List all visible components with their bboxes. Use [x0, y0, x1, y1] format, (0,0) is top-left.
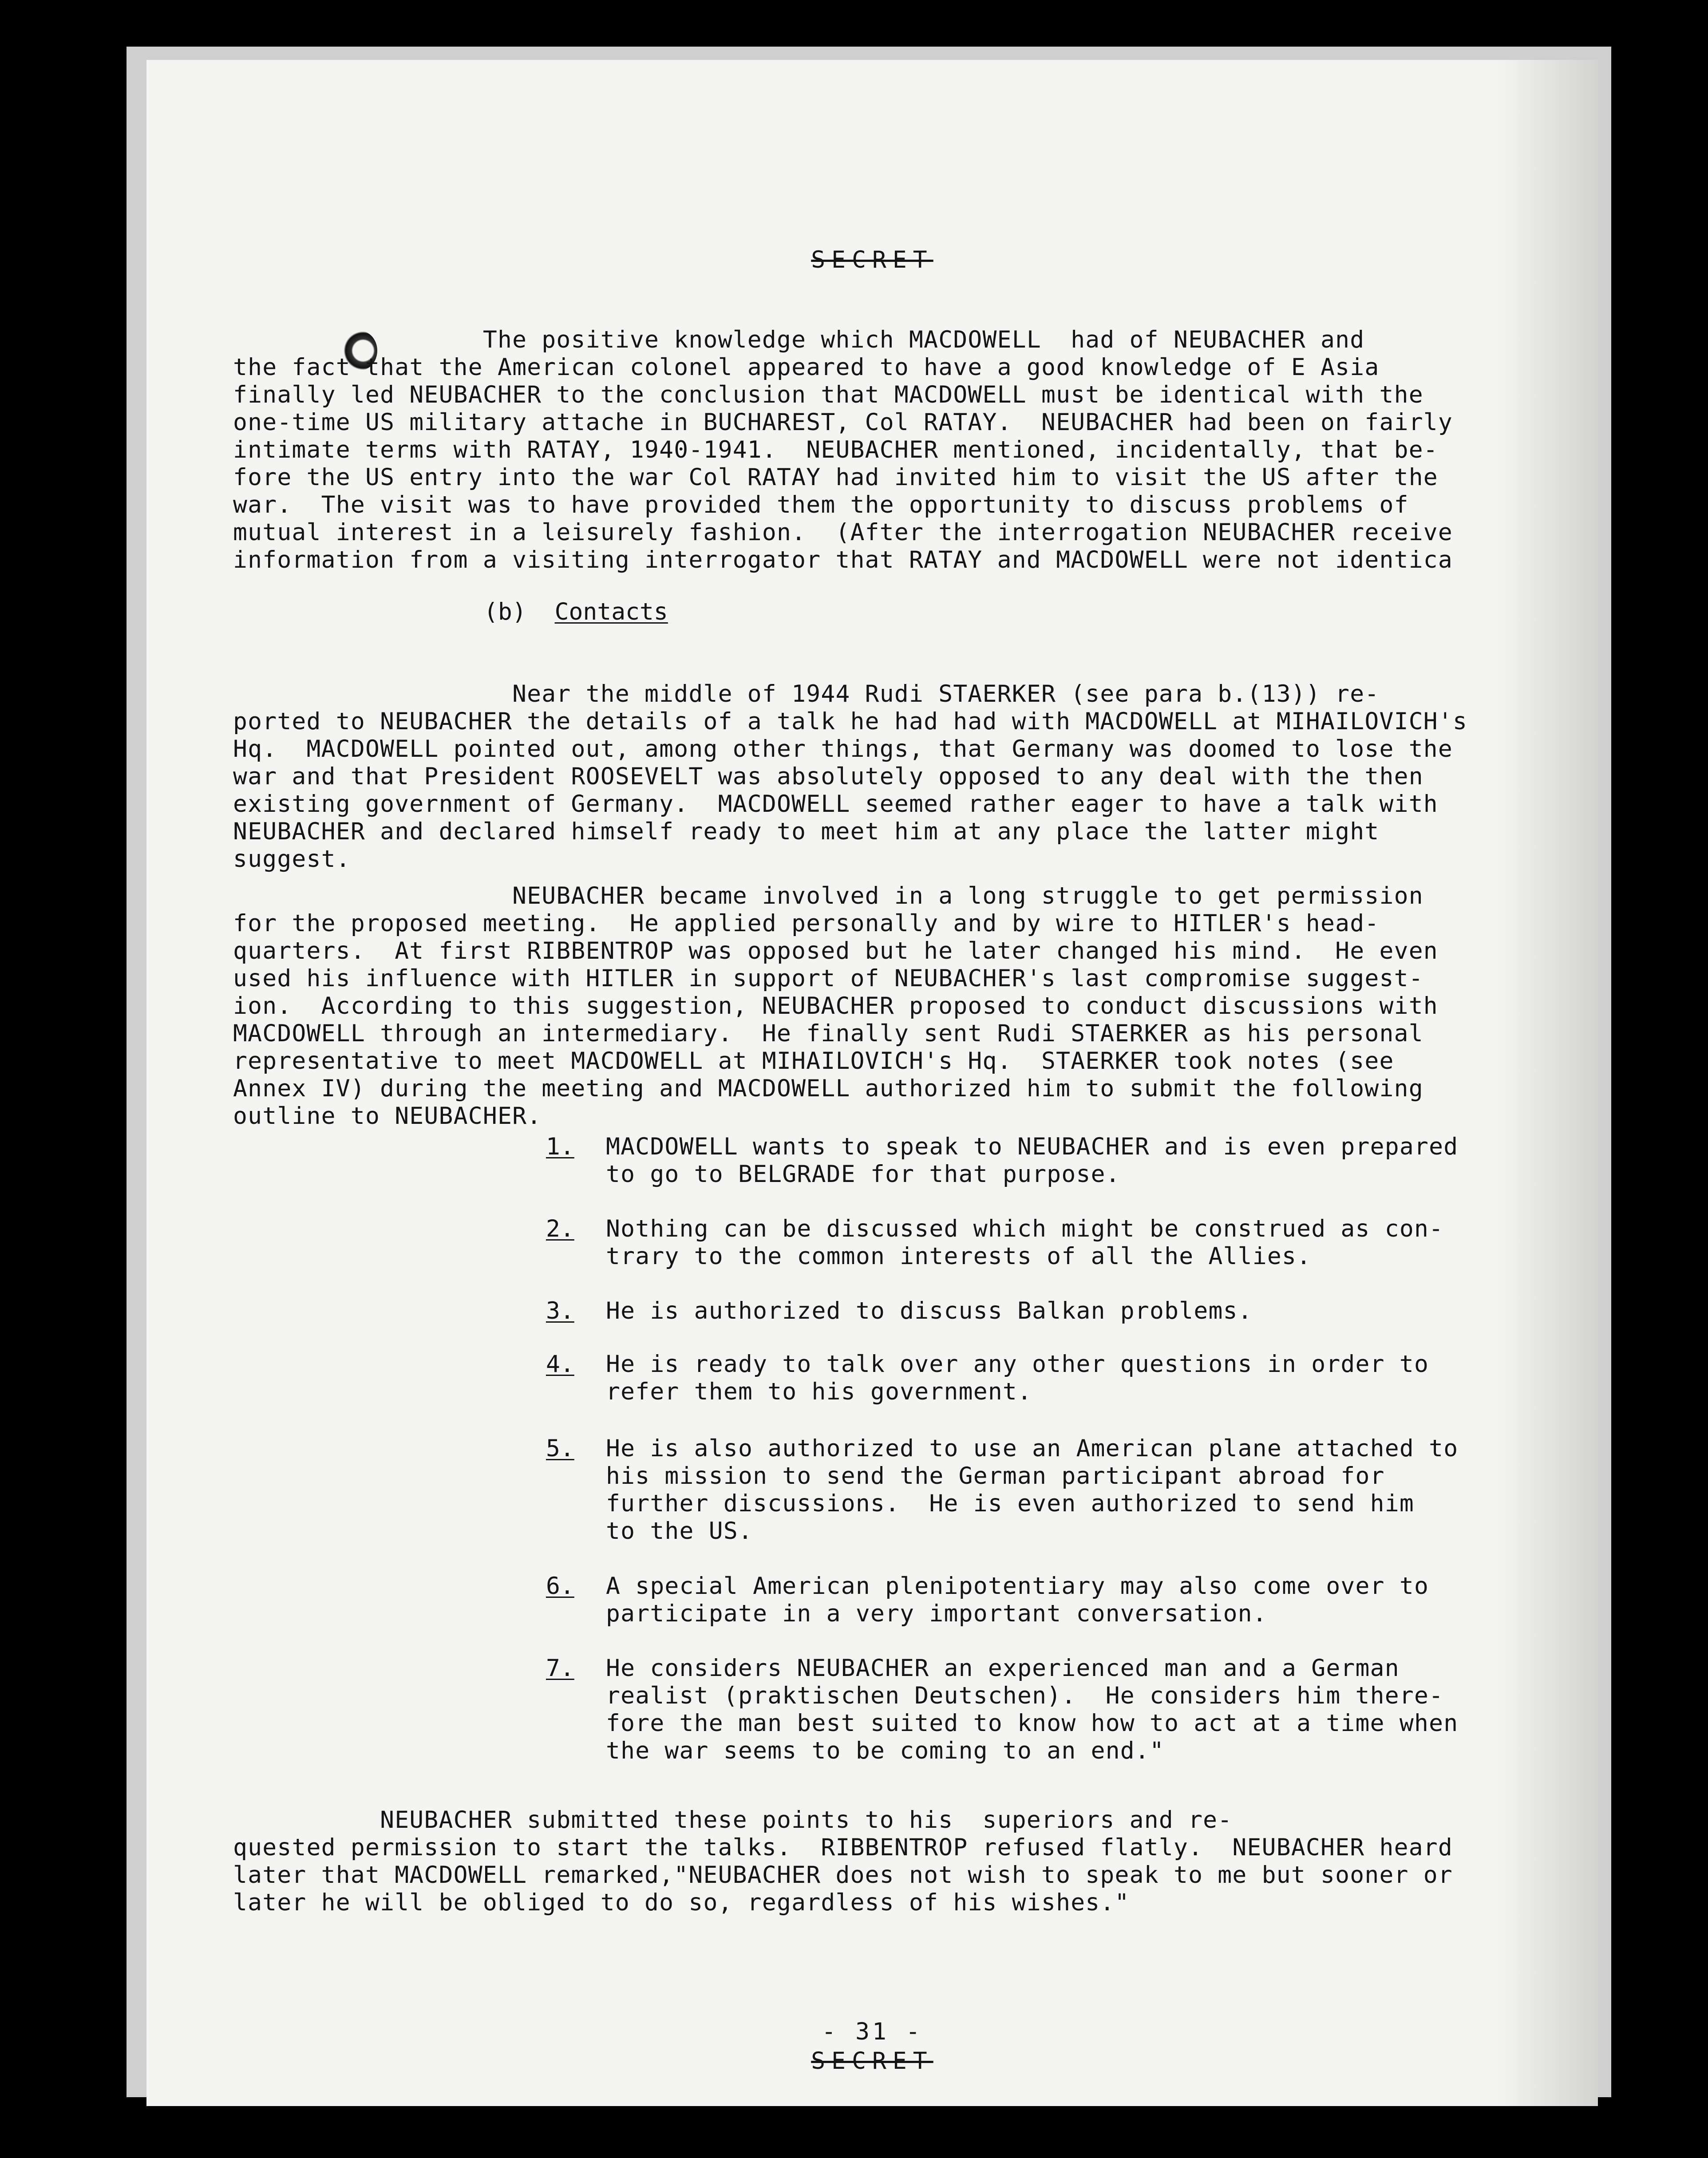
list-item-text: Nothing can be discussed which might be construed as con- trary to the common interests of all the Allies. [606, 1215, 1444, 1270]
section-subheading [484, 598, 668, 626]
page-number: - 31 - [822, 2018, 923, 2045]
list-item-number: 1. [546, 1133, 574, 1160]
list-item-text: He is also authorized to use an American plane attached to his mission to send the German participant abroad for further discussions. He is even authorized to send him to the US. [606, 1435, 1459, 1545]
paragraph-ratay-identification: The positive knowledge which MACDOWELL had of NEUBACHER and the fact that the American colonel appeared to have a good knowledge of E Asia finally led NEUBACHER to the conclusion that MACDOWELL must be identical with the one-time US military attache in BUCHAREST, Col RATAY. NEUBACHER had been on fairly intimate terms with RATAY, 1940-1941. NEUBACHER mentioned, incidentally, that be- fore the US entry into the war Col RATAY had invited him to visit the US after the war. The visit was to have provided them the opportunity to discuss problems of mutual interest in a leisurely fashion. (After the interrogation NEUBACHER receive information from a visiting interrogator that RATAY and MACDOWELL were not identica [233, 326, 1453, 573]
document-page [146, 60, 1598, 2106]
subheading-label: Contacts [554, 598, 668, 625]
list-item-text: He is authorized to discuss Balkan problems. [606, 1297, 1253, 1324]
list-item-number: 6. [546, 1573, 574, 1600]
document-body [146, 60, 1598, 2106]
list-item-number: 2. [546, 1215, 574, 1242]
list-item-text: He considers NEUBACHER an experienced man and a German realist (praktischen Deutschen). He considers him there- fore the man best suited to know how to act at a time when the war seems to be coming to an end." [606, 1655, 1459, 1764]
list-item-number: 4. [546, 1351, 574, 1378]
classification-header: SECRET [811, 246, 933, 273]
list-item-number: 3. [546, 1297, 574, 1324]
list-item-text: He is ready to talk over any other questions in order to refer them to his government. [606, 1351, 1429, 1405]
paragraph-permission-struggle: NEUBACHER became involved in a long struggle to get permission for the proposed meeting. He applied personally and by wire to HITLER's head- quarters. At first RIBBENTROP was opposed but he later changed his mind. He even used his influence with HITLER in support of NEUBACHER's last compromise suggest- ion. According to this suggestion, NEUBACHER proposed to conduct discussions with MACDOWELL through an intermediary. He finally sent Rudi STAERKER as his personal representative to meet MACDOWELL at MIHAILOVICH's Hq. STAERKER took notes (see Annex IV) during the meeting and MACDOWELL authorized him to submit the following outline to NEUBACHER. [233, 882, 1438, 1130]
paragraph-ribbentrop-refusal: NEUBACHER submitted these points to his superiors and re- quested permission to start the talks. RIBBENTROP refused flatly. NEUBACHER heard later that MACDOWELL remarked,"NEUBACHER does not wish to speak to me but sooner or later he will be obliged to do so, regardless of his wishes." [233, 1806, 1453, 1916]
list-item-number: 7. [546, 1655, 574, 1682]
paragraph-staerker-report: Near the middle of 1944 Rudi STAERKER (see para b.(13)) re- ported to NEUBACHER the details of a talk he had had with MACDOWELL at MIHAILOVICH's Hq. MACDOWELL pointed out, among other things, that Germany was doomed to lose the war and that President ROOSEVELT was absolutely opposed to any deal with the then existing government of Germany. MACDOWELL seemed rather eager to have a talk with NEUBACHER and declared himself ready to meet him at any place the latter might suggest. [233, 680, 1468, 873]
list-item-number: 5. [546, 1435, 574, 1462]
list-item-text: MACDOWELL wants to speak to NEUBACHER and is even prepared to go to BELGRADE for that purpose. [606, 1133, 1459, 1188]
list-item-text: A special American plenipotentiary may also come over to participate in a very important conversation. [606, 1573, 1429, 1627]
subheading-marker: (b) [484, 598, 526, 625]
classification-footer: SECRET [811, 2047, 933, 2075]
